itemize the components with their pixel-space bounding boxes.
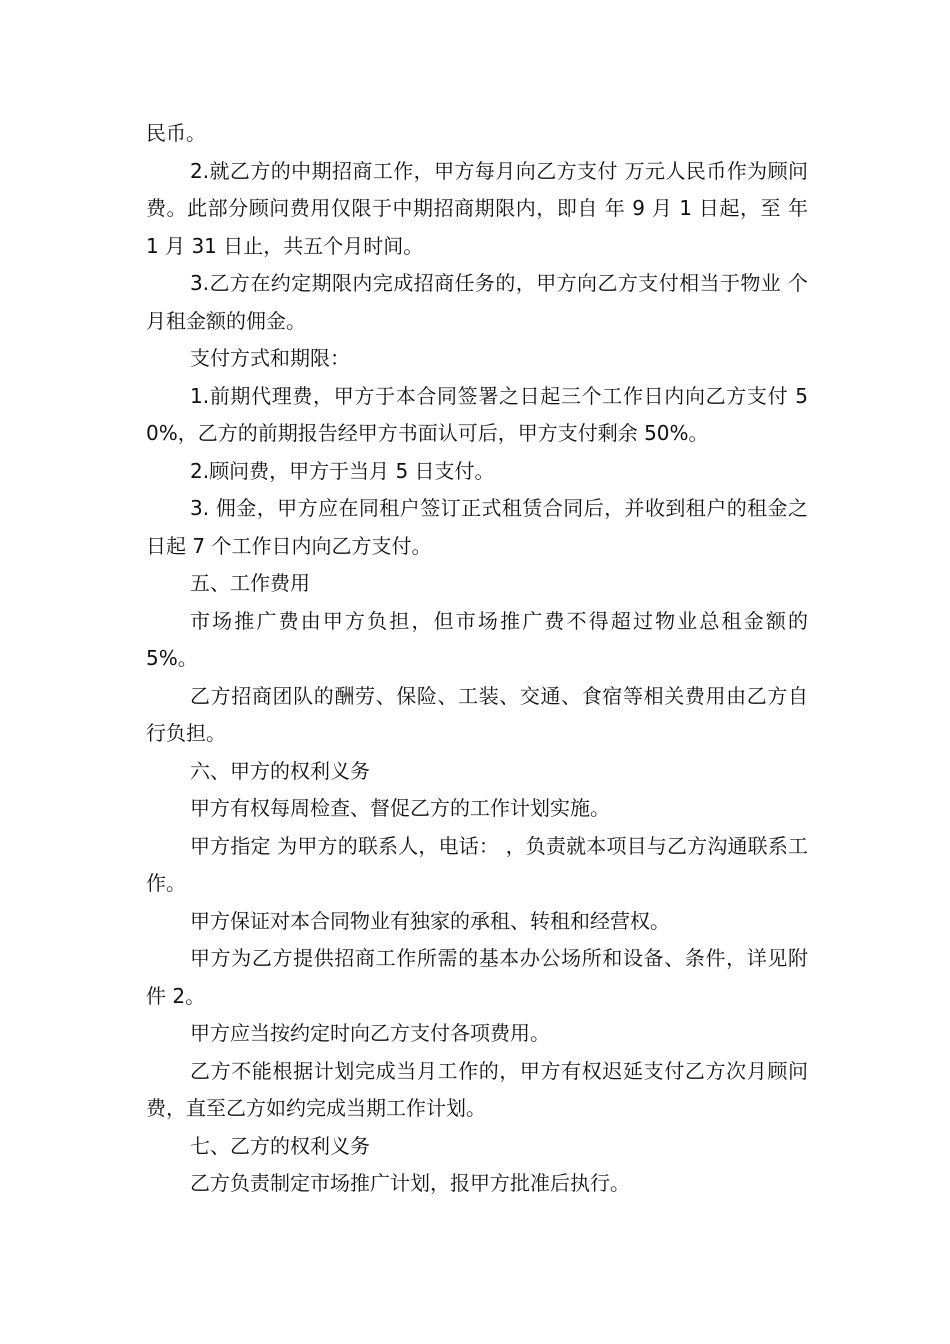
paragraph-team-cost: 乙方招商团队的酬劳、保险、工装、交通、食宿等相关费用由乙方自行负担。 bbox=[146, 683, 808, 745]
paragraph-party-a-exclusive-rights: 甲方保证对本合同物业有独家的承租、转租和经营权。 bbox=[190, 908, 670, 933]
section-heading-party-a-rights: 六、甲方的权利义务 bbox=[190, 758, 370, 783]
paragraph-mid-term-fee: 2.就乙方的中期招商工作，甲方每月向乙方支付 万元人民币作为顾问费。此部分顾问费用仅限于中期招商期限内，即自 年 9 月 1 日起，至 年 1 月 31 日止，共五个月时间。 bbox=[146, 158, 808, 258]
section-heading-party-b-rights: 七、乙方的权利义务 bbox=[190, 1133, 370, 1158]
document-page bbox=[146, 115, 808, 1203]
paragraph-party-a-delay-right: 乙方不能根据计划完成当月工作的，甲方有权迟延支付乙方次月顾问费，直至乙方如约完成当期工作计划。 bbox=[146, 1058, 808, 1120]
paragraph-party-a-inspection: 甲方有权每周检查、督促乙方的工作计划实施。 bbox=[190, 796, 610, 820]
paragraph-marketing-cost: 市场推广费由甲方负担，但市场推广费不得超过物业总租金额的 5%。 bbox=[146, 608, 808, 670]
paragraph-agency-fee-payment: 1.前期代理费，甲方于本合同签署之日起三个工作日内向乙方支付 50%，乙方的前期报告经甲方书面认可后，甲方支付剩余 50%。 bbox=[146, 383, 808, 445]
paragraph-party-b-marketing-plan: 乙方负责制定市场推广计划，报甲方批准后执行。 bbox=[190, 1171, 630, 1195]
paragraph-commission-payment: 3. 佣金，甲方应在同租户签订正式租赁合同后，并收到租户的租金之日起 7 个工作日内向乙方支付。 bbox=[146, 496, 808, 558]
paragraph-consulting-fee-payment: 2.顾问费，甲方于当月 5 日支付。 bbox=[190, 458, 495, 483]
paragraph-party-a-payment-duty: 甲方应当按约定时向乙方支付各项费用。 bbox=[190, 1021, 550, 1045]
heading-payment-terms: 支付方式和期限： bbox=[190, 346, 350, 370]
section-heading-work-expenses: 五、工作费用 bbox=[190, 571, 310, 595]
paragraph-party-a-office: 甲方为乙方提供招商工作所需的基本办公场所和设备、条件，详见附件 2。 bbox=[146, 946, 808, 1008]
paragraph-party-a-contact: 甲方指定 为甲方的联系人，电话： ，负责就本项目与乙方沟通联系工作。 bbox=[146, 833, 808, 895]
paragraph-commission: 3.乙方在约定期限内完成招商任务的，甲方向乙方支付相当于物业 个月租金额的佣金。 bbox=[146, 271, 808, 333]
paragraph-continuation: 民币。 bbox=[146, 121, 206, 145]
